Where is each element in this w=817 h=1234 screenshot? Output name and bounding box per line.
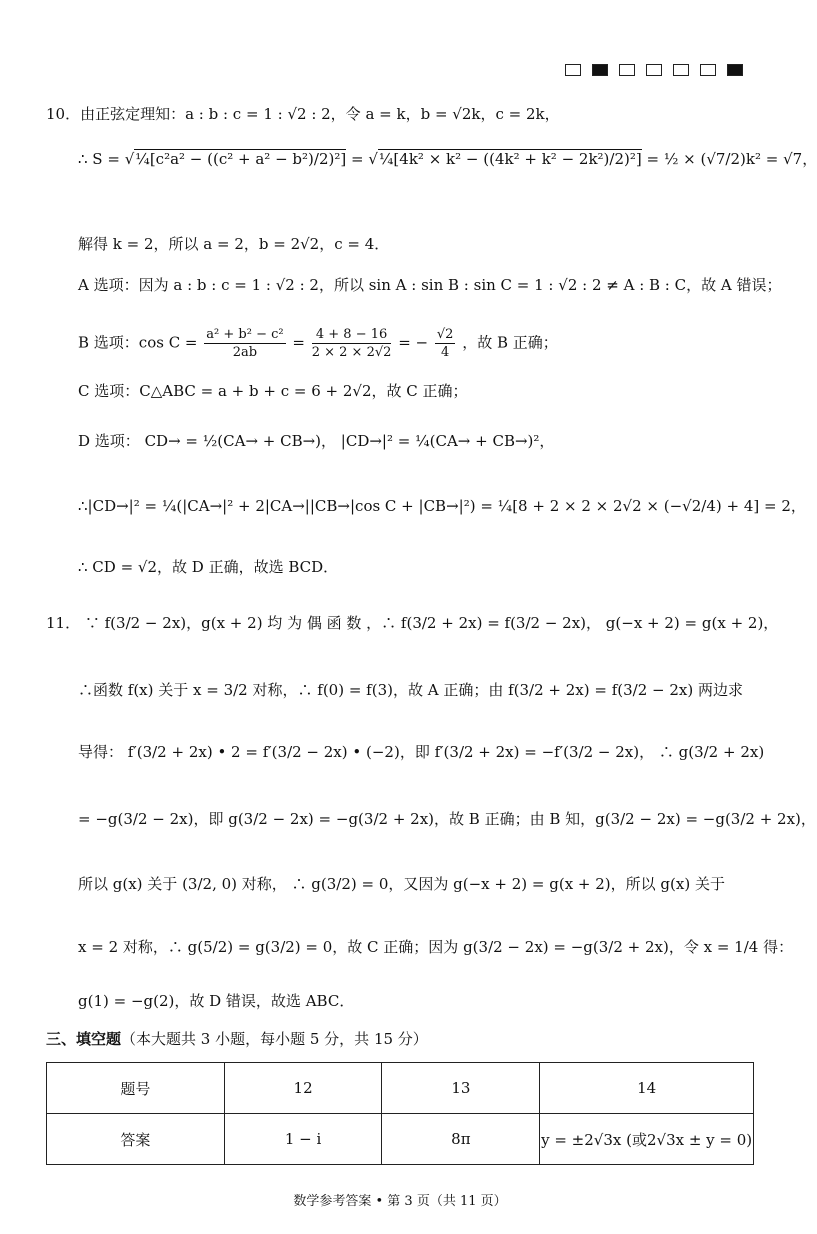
- table-cell: 13: [382, 1063, 540, 1114]
- marker-square-filled: [727, 64, 743, 76]
- table-cell: 14: [540, 1063, 754, 1114]
- q11-line-2: ∴函数 f(x) 关于 x = 3/2 对称，∴ f(0) = f(3)，故 A 正确；由 f(3/2 + 2x) = f(3/2 − 2x) 两边求: [78, 681, 743, 699]
- q10-option-c: C 选项：C△ABC = a + b + c = 6 + 2√2，故 C 正确；: [78, 382, 468, 400]
- q10-conclusion: ∴ CD = √2，故 D 正确，故选 BCD．: [78, 558, 339, 576]
- q10-area-lhs: ∴ S =: [78, 150, 120, 168]
- marker-square: [619, 64, 635, 76]
- q10-option-d: D 选项： CD→ = ½(CA→ + CB→)， |CD→|² = ¼(CA→ + CB→)²，: [78, 432, 555, 450]
- table-cell: 1 − i: [224, 1114, 382, 1165]
- q10-option-b-lhs: B 选项：cos C =: [78, 333, 198, 352]
- q10-option-b: B 选项：cos C = $\frac{\text{a² + b² − c²}}{2ab}$ = $\frac{4 + 8 - 16}{2 \times 2 \times 2√2}$ = − $\frac{√2}{4}$ ，故 B 正确；: [78, 327, 558, 360]
- marker-square-filled: [592, 64, 608, 76]
- table-cell: 题号: [47, 1063, 225, 1114]
- table-cell: 12: [224, 1063, 382, 1114]
- q10-option-b-conclusion: ，故 B 正确；: [462, 333, 558, 352]
- q10-option-b-eq: = −: [398, 333, 429, 352]
- section-title: 三、填空题: [46, 1030, 122, 1048]
- q10-line-3: 解得 k = 2，所以 a = 2，b = 2√2，c = 4．: [78, 235, 390, 253]
- marker-square: [565, 64, 581, 76]
- answers-table: [46, 1062, 754, 1165]
- section-heading: [46, 1028, 428, 1049]
- q11-line-6: x = 2 对称，∴ g(5/2) = g(3/2) = 0，故 C 正确；因为 g(3/2 − 2x) = −g(3/2 + 2x)，令 x = 1/4 得：: [78, 938, 794, 956]
- q10-option-a: A 选项：因为 a : b : c = 1 : √2 : 2，所以 sin A : sin B : sin C = 1 : √2 : 2 ≠ A : B : C，故 A 错误；: [78, 276, 782, 294]
- q11-line-7: g(1) = −g(2)，故 D 错误，故选 ABC．: [78, 992, 355, 1010]
- q11-line-4: = −g(3/2 − 2x)，即 g(3/2 − 2x) = −g(3/2 + 2x)，故 B 正确；由 B 知，g(3/2 − 2x) = −g(3/2 + 2x)，: [78, 810, 816, 828]
- page-marker-squares: [565, 64, 743, 76]
- q11-line-3: 导得： f′(3/2 + 2x) • 2 = f′(3/2 − 2x) • (−2)，即 f′(3/2 + 2x) = −f′(3/2 − 2x)， ∴ g(3/2 + 2x): [78, 743, 765, 761]
- q10-area-formula: ∴ S = √¼[c²a² − ((c² + a² − b²)/2)²] = √¼[4k² × k² − ((4k² + k² − 2k²)/2)²] = ½ × (√7/2)k² = √7，: [78, 150, 817, 168]
- q11-line-5: 所以 g(x) 关于 (3/2, 0) 对称， ∴ g(3/2) = 0，又因为 g(−x + 2) = g(x + 2)，所以 g(x) 关于: [78, 875, 725, 893]
- table-row: [47, 1063, 754, 1114]
- table-row: [47, 1114, 754, 1165]
- marker-square: [700, 64, 716, 76]
- table-cell: 8π: [382, 1114, 540, 1165]
- marker-square: [673, 64, 689, 76]
- q10-line-1: 10．由正弦定理知：a : b : c = 1 : √2 : 2，令 a = k，b = √2k，c = 2k，: [46, 105, 560, 123]
- marker-square: [646, 64, 662, 76]
- q11-line-1: 11． ∵ f(3/2 − 2x)，g(x + 2) 均 为 偶 函 数 ，∴ f(3/2 + 2x) = f(3/2 − 2x)， g(−x + 2) = g(x + 2)，: [46, 614, 779, 632]
- q10-area-result: = √7，: [765, 150, 817, 168]
- section-note: （本大题共 3 小题，每小题 5 分，共 15 分）: [121, 1030, 428, 1048]
- table-cell: 答案: [47, 1114, 225, 1165]
- table-cell: y = ±2√3x (或2√3x ± y = 0): [540, 1114, 754, 1165]
- page-footer: 数学参考答案 • 第 3 页（共 11 页）: [293, 1194, 507, 1209]
- q10-vector-calc: ∴|CD→|² = ¼(|CA→|² + 2|CA→||CB→|cos C + |CB→|²) = ¼[8 + 2 × 2 × 2√2 × (−√2/4) + 4] = 2，: [78, 497, 806, 515]
